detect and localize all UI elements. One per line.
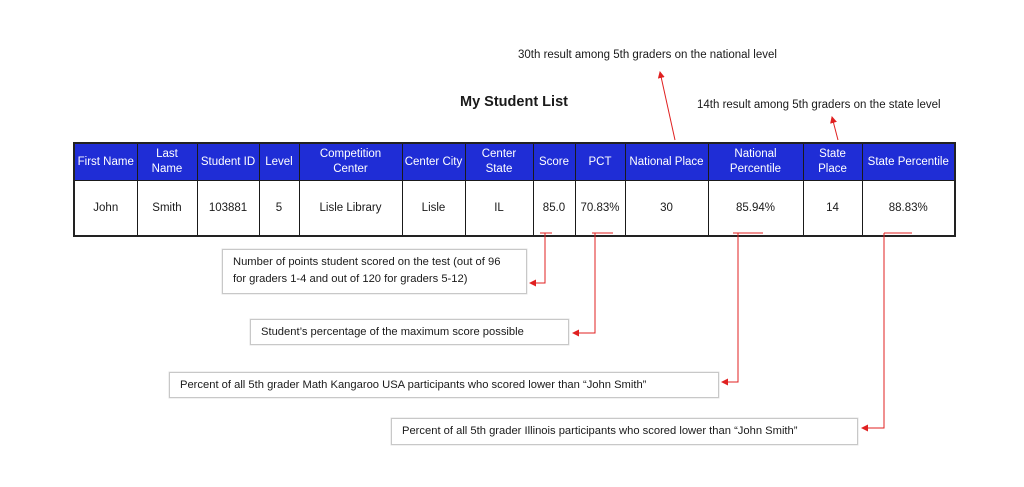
column-header[interactable]: PCT (575, 143, 625, 181)
column-header[interactable]: Center City (402, 143, 465, 181)
table-cell: John (74, 181, 137, 237)
column-header[interactable]: National Percentile (708, 143, 803, 181)
state-place-arrow (832, 117, 838, 140)
column-header[interactable]: Score (533, 143, 575, 181)
table-cell: 88.83% (862, 181, 955, 237)
table-cell: Lisle Library (299, 181, 402, 237)
page-title: My Student List (460, 94, 568, 110)
column-header[interactable]: State Place (803, 143, 862, 181)
national-percentile-arrow (722, 233, 738, 382)
table-cell: 85.94% (708, 181, 803, 237)
table-cell: 103881 (197, 181, 259, 237)
column-header[interactable]: Level (259, 143, 299, 181)
state-percentile-callout: Percent of all 5th grader Illinois participants who scored lower than “John Smith” (391, 418, 858, 445)
national-percentile-callout: Percent of all 5th grader Math Kangaroo USA participants who scored lower than “John Smith” (169, 372, 719, 398)
table-cell: IL (465, 181, 533, 237)
table-cell: Lisle (402, 181, 465, 237)
national-place-note: 30th result among 5th graders on the national level (518, 49, 777, 61)
table-row[interactable] (74, 181, 955, 237)
table-header-row (74, 143, 955, 181)
table-cell: 85.0 (533, 181, 575, 237)
national-place-arrow (660, 72, 675, 140)
column-header[interactable]: Center State (465, 143, 533, 181)
column-header[interactable]: Student ID (197, 143, 259, 181)
column-header[interactable]: First Name (74, 143, 137, 181)
table-cell: 70.83% (575, 181, 625, 237)
column-header[interactable]: National Place (625, 143, 708, 181)
pct-arrow (573, 233, 595, 333)
table-cell: 5 (259, 181, 299, 237)
state-place-note: 14th result among 5th graders on the state level (697, 99, 941, 111)
column-header[interactable]: Last Name (137, 143, 197, 181)
student-table (73, 142, 956, 237)
table-cell: 14 (803, 181, 862, 237)
state-percentile-arrow (862, 233, 884, 428)
score-callout: Number of points student scored on the test (out of 96 for graders 1-4 and out of 120 for graders 5-12) (222, 249, 527, 294)
column-header[interactable]: Competition Center (299, 143, 402, 181)
table-cell: Smith (137, 181, 197, 237)
column-header[interactable]: State Percentile (862, 143, 955, 181)
pct-callout: Student’s percentage of the maximum score possible (250, 319, 569, 345)
table-cell: 30 (625, 181, 708, 237)
score-arrow (530, 233, 545, 283)
